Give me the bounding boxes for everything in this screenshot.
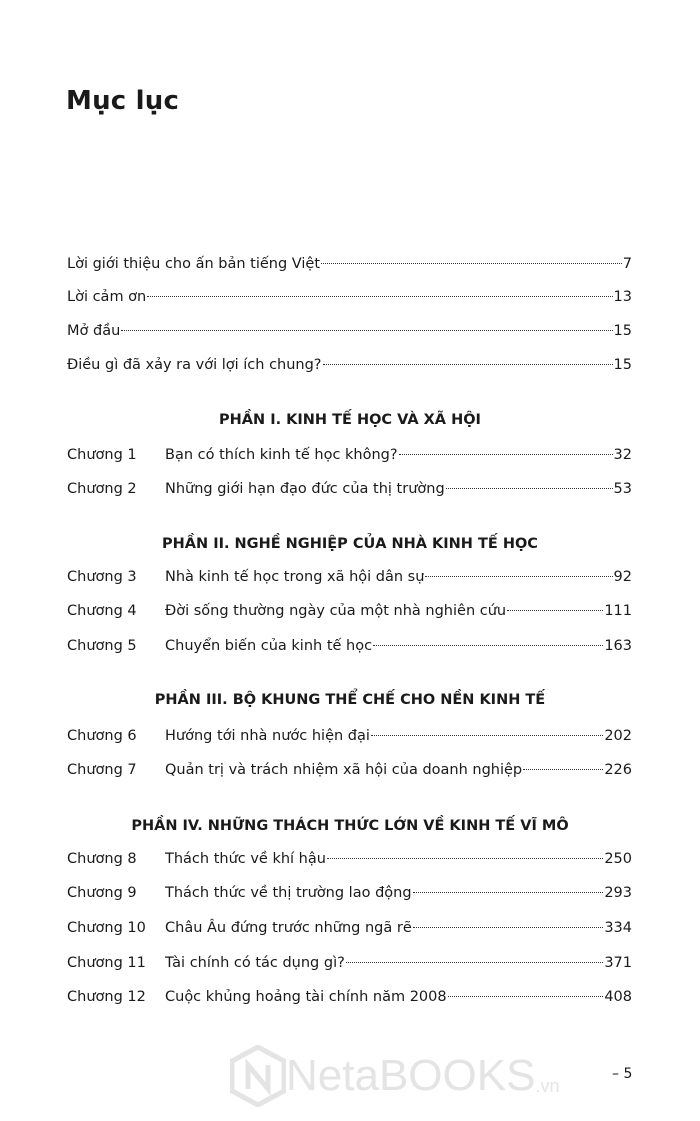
dot-leader xyxy=(446,488,613,489)
entry-title: Mở đầu xyxy=(67,323,121,339)
chapter-label: Chương 7 xyxy=(67,762,137,778)
entry-page: 226 xyxy=(604,762,632,778)
toc-entry[interactable] xyxy=(67,567,632,587)
dot-leader xyxy=(413,927,604,928)
chapter-label: Chương 6 xyxy=(67,728,137,744)
page-title: Mục lục xyxy=(66,86,180,116)
chapter-label: Chương 11 xyxy=(67,955,146,971)
entry-title: Lời giới thiệu cho ấn bản tiếng Việt xyxy=(67,256,321,272)
entry-page: 7 xyxy=(622,256,632,272)
dot-leader xyxy=(413,892,604,893)
toc-entry[interactable] xyxy=(67,601,632,621)
toc-entry[interactable] xyxy=(67,636,632,656)
chapter-label: Chương 2 xyxy=(67,481,137,497)
entry-page: 334 xyxy=(604,920,632,936)
entry-page: 32 xyxy=(613,447,632,463)
chapter-label: Chương 10 xyxy=(67,920,146,936)
toc-entry[interactable] xyxy=(67,953,632,973)
dot-leader xyxy=(323,364,613,365)
entry-title: Châu Âu đứng trước những ngã rẽ xyxy=(165,920,412,936)
entry-title: Thách thức về thị trường lao động xyxy=(165,885,412,901)
entry-page: 202 xyxy=(604,728,632,744)
toc-entry[interactable] xyxy=(67,479,632,499)
entry-page: 15 xyxy=(613,323,632,339)
entry-title: Quản trị và trách nhiệm xã hội của doanh nghiệp xyxy=(165,762,523,778)
chapter-label: Chương 1 xyxy=(67,447,137,463)
part-heading: PHẦN III. BỘ KHUNG THỂ CHẾ CHO NỀN KINH TẾ xyxy=(154,692,546,708)
toc-entry[interactable] xyxy=(67,355,632,375)
entry-page: 13 xyxy=(613,289,632,305)
entry-page: 92 xyxy=(613,569,632,585)
chapter-label: Chương 5 xyxy=(67,638,137,654)
entry-title: Chuyển biến của kinh tế học xyxy=(165,638,373,654)
dot-leader xyxy=(121,330,612,331)
toc-entry[interactable] xyxy=(67,726,632,746)
watermark-logo xyxy=(230,1045,559,1107)
chapter-label: Chương 9 xyxy=(67,885,137,901)
toc-entry[interactable] xyxy=(67,987,632,1007)
entry-title: Lời cảm ơn xyxy=(67,289,147,305)
toc-entry[interactable] xyxy=(67,918,632,938)
toc-entry[interactable] xyxy=(67,849,632,869)
dot-leader xyxy=(346,962,604,963)
toc-entry[interactable] xyxy=(67,883,632,903)
watermark-text: NetaBOOKS xyxy=(286,1051,536,1100)
netabooks-logo-icon xyxy=(230,1045,286,1107)
chapter-label: Chương 4 xyxy=(67,603,137,619)
entry-page: 371 xyxy=(604,955,632,971)
dot-leader xyxy=(373,645,603,646)
dot-leader xyxy=(399,454,613,455)
toc-entry[interactable] xyxy=(67,287,632,307)
entry-page: 111 xyxy=(604,603,632,619)
entry-page: 293 xyxy=(604,885,632,901)
entry-title: Đời sống thường ngày của một nhà nghiên cứu xyxy=(165,603,507,619)
entry-title: Những giới hạn đạo đức của thị trường xyxy=(165,481,445,497)
part-heading: PHẦN IV. NHỮNG THÁCH THỨC LỚN VỀ KINH TẾ VĨ MÔ xyxy=(131,818,569,834)
entry-title: Hướng tới nhà nước hiện đại xyxy=(165,728,370,744)
entry-page: 250 xyxy=(604,851,632,867)
entry-page: 15 xyxy=(613,357,632,373)
chapter-label: Chương 12 xyxy=(67,989,146,1005)
chapter-label: Chương 8 xyxy=(67,851,137,867)
toc-entry[interactable] xyxy=(67,760,632,780)
toc-entry[interactable] xyxy=(67,254,632,274)
entry-page: 163 xyxy=(604,638,632,654)
entry-title: Điều gì đã xảy ra với lợi ích chung? xyxy=(67,357,322,373)
dot-leader xyxy=(425,576,612,577)
entry-title: Thách thức về khí hậu xyxy=(165,851,326,867)
entry-page: 408 xyxy=(604,989,632,1005)
dot-leader xyxy=(147,296,612,297)
entry-title: Cuộc khủng hoảng tài chính năm 2008 xyxy=(165,989,447,1005)
entry-title: Nhà kinh tế học trong xã hội dân sự xyxy=(165,569,425,585)
part-heading: PHẦN II. NGHỀ NGHIỆP CỦA NHÀ KINH TẾ HỌC xyxy=(162,536,538,552)
entry-page: 53 xyxy=(613,481,632,497)
toc-entry[interactable] xyxy=(67,445,632,465)
dot-leader xyxy=(371,735,603,736)
entry-title: Bạn có thích kinh tế học không? xyxy=(165,447,398,463)
dot-leader xyxy=(321,263,622,264)
entry-title: Tài chính có tác dụng gì? xyxy=(165,955,345,971)
dot-leader xyxy=(448,996,604,997)
dot-leader xyxy=(523,769,603,770)
watermark-suffix: .vn xyxy=(535,1076,560,1096)
page-number: – 5 xyxy=(612,1066,633,1082)
dot-leader xyxy=(327,858,603,859)
toc-entry[interactable] xyxy=(67,321,632,341)
part-heading: PHẦN I. KINH TẾ HỌC VÀ XÃ HỘI xyxy=(219,412,481,428)
chapter-label: Chương 3 xyxy=(67,569,137,585)
dot-leader xyxy=(507,610,603,611)
